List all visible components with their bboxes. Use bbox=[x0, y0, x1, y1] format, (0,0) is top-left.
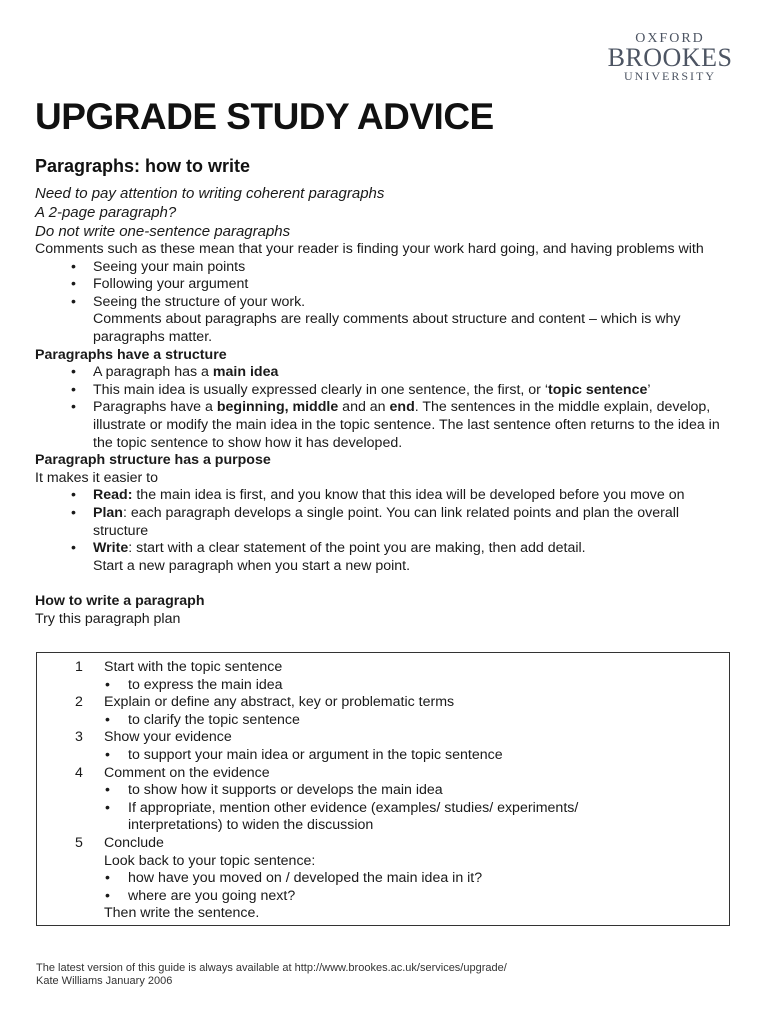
text-run: . The sentences in the middle explain, develop, illustrate or modify the main idea in the topic sentence. The last sentence often returns to the idea in the topic sentence to show how it has developed. bbox=[93, 399, 720, 451]
spacer bbox=[35, 575, 735, 593]
plan-step bbox=[37, 765, 729, 783]
text-run: : start with a clear statement of the point you are making, then add detail. bbox=[128, 540, 586, 557]
step-text: Conclude bbox=[104, 834, 164, 851]
bold-term: beginning, middle bbox=[216, 399, 339, 416]
plan-step bbox=[37, 729, 729, 747]
document-body bbox=[35, 184, 735, 628]
purpose-intro: It makes it easier to bbox=[35, 469, 159, 486]
step-number: 4 bbox=[75, 764, 83, 781]
text-run: and an bbox=[338, 399, 390, 416]
list-item bbox=[35, 399, 735, 452]
bold-term: main idea bbox=[212, 364, 279, 381]
plan-bullet: • where are you going next? bbox=[37, 888, 729, 906]
list-item bbox=[35, 505, 735, 540]
bold-term: Write bbox=[93, 540, 129, 557]
list-item: • Seeing the structure of your work. bbox=[35, 294, 735, 312]
intro-bullet-list bbox=[35, 259, 735, 312]
text-run: Paragraphs have a bbox=[93, 399, 217, 416]
text-run: ’ bbox=[647, 381, 651, 398]
howto-intro: Try this paragraph plan bbox=[35, 610, 181, 627]
step-number: 1 bbox=[75, 659, 83, 675]
purpose-bullet-list bbox=[35, 487, 735, 557]
text-run: A paragraph has a bbox=[93, 364, 213, 381]
bold-term: Plan bbox=[93, 504, 123, 521]
bold-term: topic sentence bbox=[548, 381, 648, 398]
plan-step bbox=[37, 659, 729, 677]
page-footer bbox=[36, 962, 507, 988]
plan-bullet: • to express the main idea bbox=[37, 677, 729, 695]
document-subtitle: Paragraphs: how to write bbox=[35, 156, 251, 176]
purpose-continuation: Start a new paragraph when you start a new point. bbox=[93, 557, 411, 574]
step-text: Show your evidence bbox=[104, 729, 232, 746]
plan-step bbox=[37, 694, 729, 712]
list-item bbox=[35, 364, 735, 382]
list-item bbox=[35, 540, 735, 558]
plan-line: Look back to your topic sentence: bbox=[104, 852, 316, 869]
intro-continuation: Comments about paragraphs are really comments about structure and content – which is why paragraphs matter. bbox=[93, 311, 681, 345]
plan-bullet: • to clarify the topic sentence bbox=[37, 712, 729, 730]
text-run: the main idea is first, and you know that this idea will be developed before you move on bbox=[132, 487, 685, 504]
logo-line-university: UNIVERSITY bbox=[624, 69, 716, 83]
intro-comment: A 2-page paragraph? bbox=[35, 204, 177, 221]
step-number: 3 bbox=[75, 729, 83, 746]
step-number: 2 bbox=[75, 694, 83, 711]
logo-line-oxford: OXFORD bbox=[635, 31, 705, 46]
paragraph-plan-box bbox=[36, 652, 730, 926]
plan-bullet-continuation: interpretations) to widen the discussion bbox=[128, 817, 374, 834]
plan-bullet: • how have you moved on / developed the main idea in it? bbox=[37, 870, 729, 888]
intro-paragraph: Comments such as these mean that your reader is finding your work hard going, and having problems with bbox=[35, 241, 704, 257]
plan-bullet: • to show how it supports or develops the main idea bbox=[37, 782, 729, 800]
text-run: : each paragraph develops a single point. You can link related points and plan the overall structure bbox=[93, 504, 680, 539]
step-text: Explain or define any abstract, key or problematic terms bbox=[104, 694, 455, 711]
intro-comment: Do not write one-sentence paragraphs bbox=[35, 223, 291, 240]
section-heading-structure: Paragraphs have a structure bbox=[35, 346, 227, 363]
step-text: Start with the topic sentence bbox=[104, 659, 283, 675]
list-item bbox=[35, 487, 735, 505]
plan-step bbox=[37, 835, 729, 853]
section-heading-purpose: Paragraph structure has a purpose bbox=[35, 452, 271, 469]
document-title: UPGRADE STUDY ADVICE bbox=[35, 96, 494, 137]
step-number: 5 bbox=[75, 834, 83, 851]
list-item bbox=[35, 382, 735, 400]
list-item: • Following your argument bbox=[35, 276, 735, 294]
bold-term: end bbox=[389, 399, 415, 416]
structure-bullet-list bbox=[35, 364, 735, 452]
logo-line-brookes: BROOKES bbox=[607, 43, 733, 72]
plan-line: Then write the sentence. bbox=[104, 905, 260, 922]
text-run: This main idea is usually expressed clearly in one sentence, the first, or ‘ bbox=[93, 381, 549, 398]
bold-term: Read: bbox=[93, 487, 133, 504]
plan-bullet: • to support your main idea or argument in the topic sentence bbox=[37, 747, 729, 765]
footer-url-line: The latest version of this guide is always available at http://www.brookes.ac.uk/services/upgrade/ bbox=[36, 962, 507, 974]
plan-bullet: • If appropriate, mention other evidence (examples/ studies/ experiments/ bbox=[37, 800, 729, 818]
section-heading-howto: How to write a paragraph bbox=[35, 593, 205, 610]
list-item: • Seeing your main points bbox=[35, 259, 735, 277]
intro-comment: Need to pay attention to writing coherent paragraphs bbox=[35, 185, 385, 202]
university-logo bbox=[600, 32, 740, 83]
step-text: Comment on the evidence bbox=[104, 764, 270, 781]
footer-author-line: Kate Williams January 2006 bbox=[36, 975, 173, 987]
